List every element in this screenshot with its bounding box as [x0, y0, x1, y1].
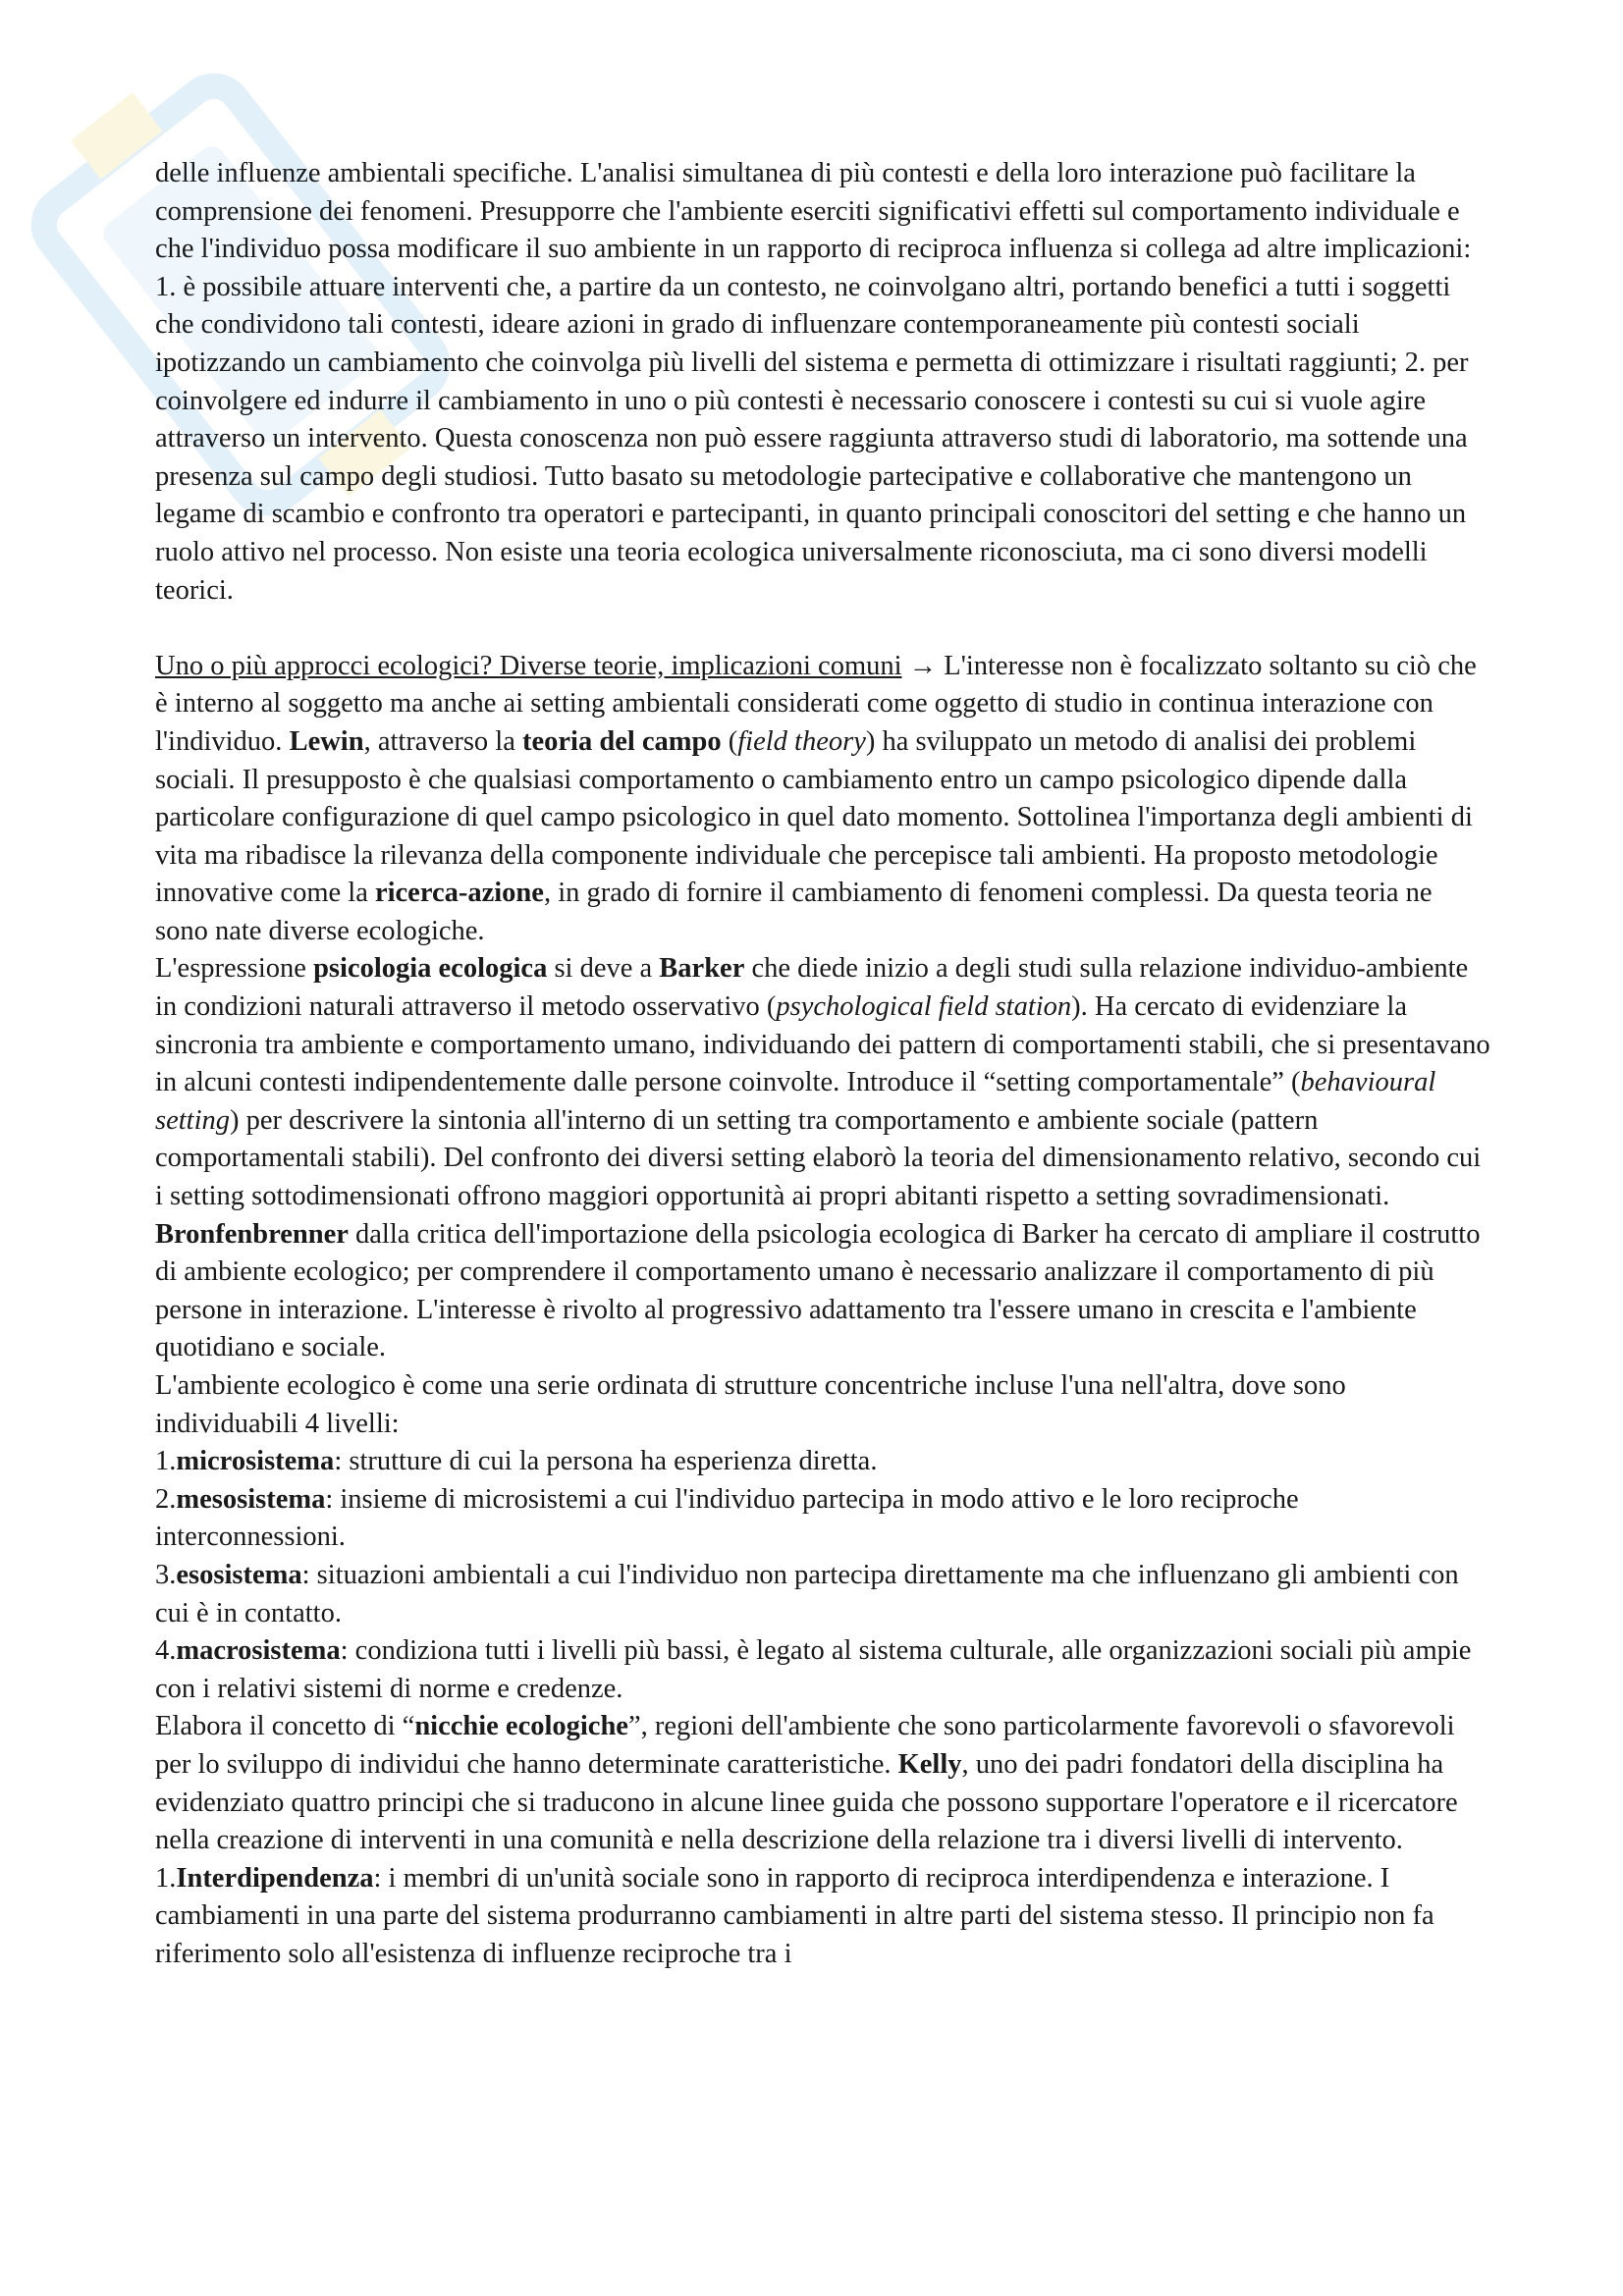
term-field-theory: teoria del campo	[522, 725, 722, 757]
section-heading: Uno o più approcci ecologici? Diverse teorie, implicazioni comuni	[155, 650, 902, 681]
term-action-research: ricerca-azione	[374, 878, 544, 909]
document-page	[155, 155, 1490, 1974]
arrow-glyph: →	[901, 650, 945, 681]
name-kelly: Kelly	[897, 1748, 962, 1780]
paragraph-gap	[155, 610, 1490, 648]
paragraph-barker: L'espressione psicologia ecologica si deve a Barker che diede inizio a degli studi sulla relazione individuo-ambiente in condizioni naturali attraverso il metodo osservativo (psychological field station). Ha cercato di evidenziare la sincronia tra ambiente e comportamento umano, individuando dei pattern di comportamenti stabili, che si presentavano in alcuni contesti indipendentemente dalle persone coinvolte. Introduce il “setting comportamentale” (behavioural setting) per descrivere la sintonia all'interno di un setting tra comportamento e ambiente sociale (pattern comportamentali stabili). Del confronto dei diversi setting elaborò la teoria del dimensionamento relativo, secondo cui i setting sottodimensionati offrono maggiori opportunità ai propri abitanti rispetto a setting sovradimensionati. Bronfenbrenner dalla critica dell'importazione della psicologia ecologica di Barker ha cercato di ampliare il costrutto di ambiente ecologico; per comprendere il comportamento umano è necessario analizzare il comportamento di più persone in interazione. L'interesse è rivolto al progressivo adattamento tra l'essere umano in crescita e l'ambiente quotidiano e sociale.	[155, 953, 1490, 1363]
list-item-level: 3.esosistema: situazioni ambientali a cui l'individuo non partecipa direttamente ma che influenzano gli ambienti con cui è in contatto.	[155, 1559, 1459, 1629]
term-interdependence: Interdipendenza	[176, 1862, 374, 1894]
list-item-level: 2.mesosistema: insieme di microsistemi a cui l'individuo partecipa in modo attivo e le loro reciproche interconnessioni.	[155, 1483, 1299, 1553]
list-item-principle: 1.Interdipendenza: i membri di un'unità sociale sono in rapporto di reciproca interdipendenza e interazione. I cambiamenti in una parte del sistema produrranno cambiamenti in altre parti del sistema stesso. Il principio non fa riferimento solo all'esistenza di influenze reciproche tra i	[155, 1862, 1434, 1969]
name-bronfenbrenner: Bronfenbrenner	[155, 1218, 349, 1250]
paragraph-intro: delle influenze ambientali specifiche. L'analisi simultanea di più contesti e della loro interazione può facilitare la comprensione dei fenomeni. Presupporre che l'ambiente eserciti significativi effetti sul comportamento individuale e che l'individuo possa modificare il suo ambiente in un rapporto di reciproca influenza si collega ad altre implicazioni: 1. è possibile attuare interventi che, a partire da un contesto, ne coinvolgano altri, portando benefici a tutti i soggetti che condividono tali contesti, ideare azioni in grado di influenzare contemporaneamente più contesti sociali ipotizzando un cambiamento che coinvolga più livelli del sistema e permetta di ottimizzare i risultati raggiunti; 2. per coinvolgere ed indurre il cambiamento in uno o più contesti è necessario conoscere i contesti su cui si vuole agire attraverso un intervento. Questa conoscenza non può essere raggiunta attraverso studi di laboratorio, ma sottende una presenza sul campo degli studiosi. Tutto basato su metodologie partecipative e collaborative che mantengono un legame di scambio e confronto tra operatori e partecipanti, in quanto principali conoscitori del setting e che hanno un ruolo attivo nel processo. Non esiste una teoria ecologica universalmente riconosciuta, ma ci sono diversi modelli teorici.	[155, 158, 1472, 606]
paragraph-approaches: Uno o più approcci ecologici? Diverse teorie, implicazioni comuni → L'interesse non è focalizzato soltanto su ciò che è interno al soggetto ma anche ai setting ambientali considerati come oggetto di studio in continua interazione con l'individuo. Lewin, attraverso la teoria del campo (field theory) ha sviluppato un metodo di analisi dei problemi sociali. Il presupposto è che qualsiasi comportamento o cambiamento entro un campo psicologico dipende dalla particolare configurazione di quel campo psicologico in quel dato momento. Sottolinea l'importanza degli ambienti di vita ma ribadisce la rilevanza della componente individuale che percepisce tali ambienti. Ha proposto metodologie innovative come la ricerca-azione, in grado di fornire il cambiamento di fenomeni complessi. Da questa teoria ne sono nate diverse ecologiche.	[155, 650, 1477, 946]
name-lewin: Lewin	[289, 725, 364, 757]
name-barker: Barker	[659, 953, 745, 985]
paragraph-kelly: Elabora il concetto di “nicchie ecologiche”, regioni dell'ambiente che sono particolarmente favorevoli o sfavorevoli per lo sviluppo di individui che hanno determinate caratteristiche. Kelly, uno dei padri fondatori della disciplina ha evidenziato quattro principi che si traducono in alcune linee guida che possono supportare l'operatore e il ricercatore nella creazione di interventi in una comunità e nella descrizione della relazione tra i diversi livelli di intervento.	[155, 1711, 1458, 1856]
term-ecological-niches: nicchie ecologiche	[414, 1711, 628, 1742]
list-item-level: 1.microsistema: strutture di cui la persona ha esperienza diretta.	[155, 1446, 878, 1477]
term-ecological-psychology: psicologia ecologica	[313, 953, 548, 985]
paragraph-levels-intro: L'ambiente ecologico è come una serie ordinata di strutture concentriche incluse l'una nell'altra, dove sono individuabili 4 livelli:	[155, 1370, 1346, 1439]
list-item-level: 4.macrosistema: condiziona tutti i livelli più bassi, è legato al sistema culturale, alle organizzazioni sociali più ampie con i relativi sistemi di norme e credenze.	[155, 1635, 1472, 1704]
